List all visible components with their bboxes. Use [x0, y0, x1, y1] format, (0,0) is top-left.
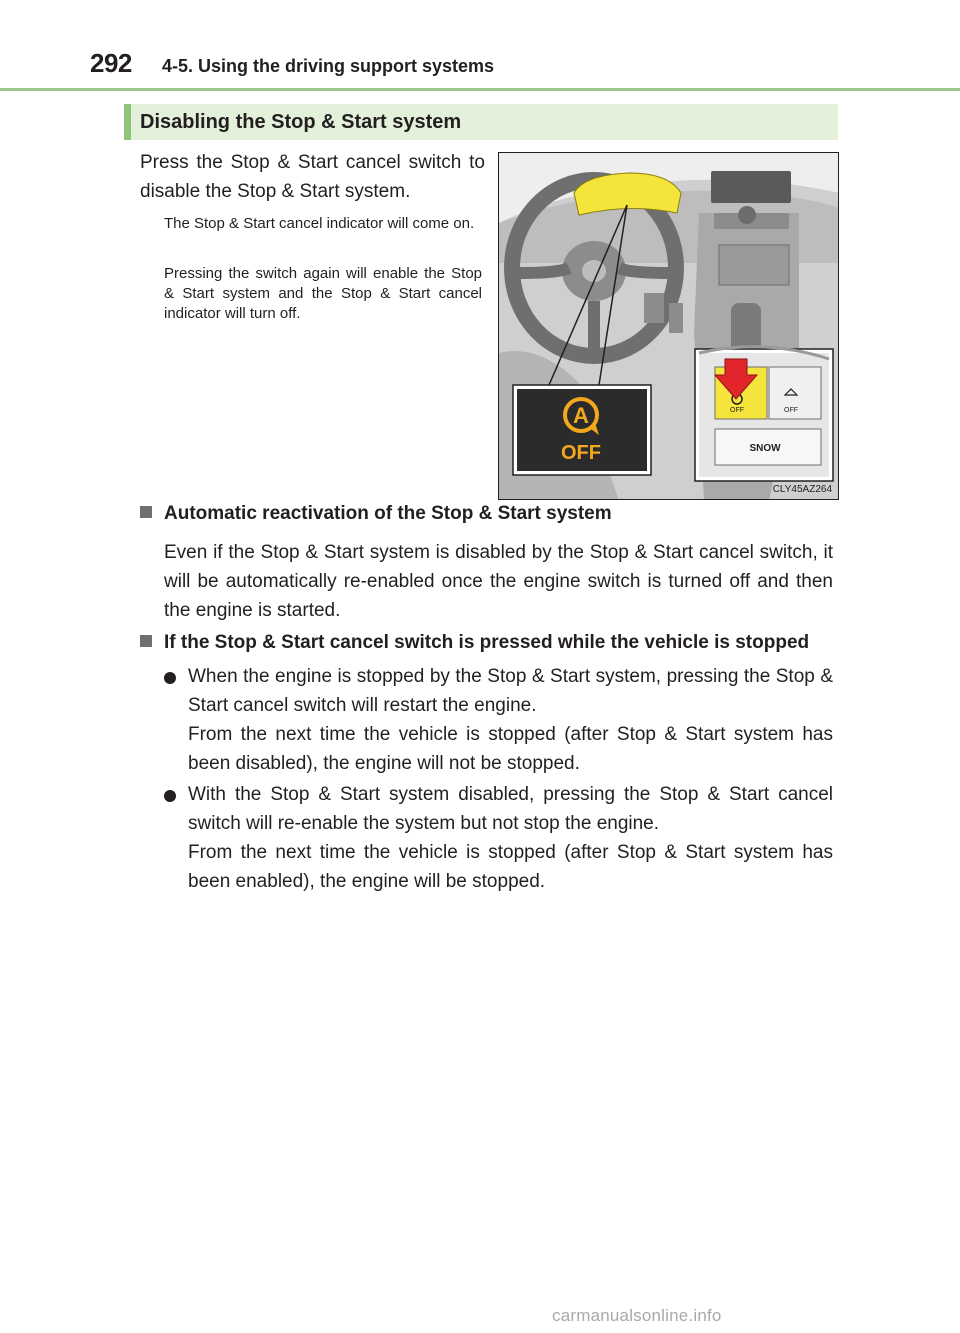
- header-rule: [0, 88, 960, 91]
- bullet-text: With the Stop & Start system disabled, pressing the Stop & Start cancel switch will re-enable the system but not stop the engine.: [188, 784, 833, 834]
- switch-label-right: OFF: [784, 407, 798, 414]
- note-enable-again: Pressing the switch again will enable the Stop & Start system and the Stop & Start cancel indicator will turn off.: [164, 265, 482, 322]
- reactivation-paragraph: Even if the Stop & Start system is disabled by the Stop & Start cancel switch, it will be automatically re-enabled once the engine switch is turned off and then the engine is started.: [164, 542, 833, 621]
- square-bullet-icon: [140, 506, 152, 518]
- page-header: [0, 0, 960, 92]
- lead-paragraph: Press the Stop & Start cancel switch to disable the Stop & Start system.: [140, 152, 485, 202]
- bullet-text: From the next time the vehicle is stopped (after Stop & Start system has been enabled), the engine will be stopped.: [188, 842, 833, 892]
- snow-label: SNOW: [749, 443, 781, 454]
- subheading-text: If the Stop & Start cancel switch is pressed while the vehicle is stopped: [164, 632, 810, 653]
- subheading-automatic-reactivation: [140, 503, 612, 525]
- indicator-text: OFF: [561, 442, 601, 464]
- figure-code: CLY45AZ264: [772, 484, 832, 495]
- bullet-item: [164, 662, 833, 778]
- switch-label-left: OFF: [730, 407, 744, 414]
- chapter-title: 4-5. Using the driving support systems: [162, 56, 495, 76]
- section-heading-bar: [124, 104, 838, 140]
- dashboard-illustration: [498, 152, 839, 500]
- section-heading-accent: [124, 104, 131, 140]
- square-bullet-icon: [140, 635, 152, 647]
- page-number: 292: [90, 48, 132, 78]
- subheading-switch-pressed: [140, 632, 809, 654]
- bullet-dot-icon: [164, 672, 176, 684]
- indicator-letter: A: [573, 403, 589, 428]
- dashboard-drawing: [499, 153, 839, 500]
- watermark: carmanualsonline.info: [552, 1306, 722, 1325]
- bullet-item: [164, 780, 833, 896]
- bullet-dot-icon: [164, 790, 176, 802]
- note-indicator-on: The Stop & Start cancel indicator will come on.: [164, 215, 475, 232]
- subheading-text: Automatic reactivation of the Stop & Start system: [164, 503, 612, 524]
- bullet-text: From the next time the vehicle is stopped (after Stop & Start system has been disabled), the engine will not be stopped.: [188, 724, 833, 774]
- bullet-text: When the engine is stopped by the Stop & Start system, pressing the Stop & Start cancel switch will restart the engine.: [188, 666, 833, 716]
- section-heading: Disabling the Stop & Start system: [140, 111, 462, 133]
